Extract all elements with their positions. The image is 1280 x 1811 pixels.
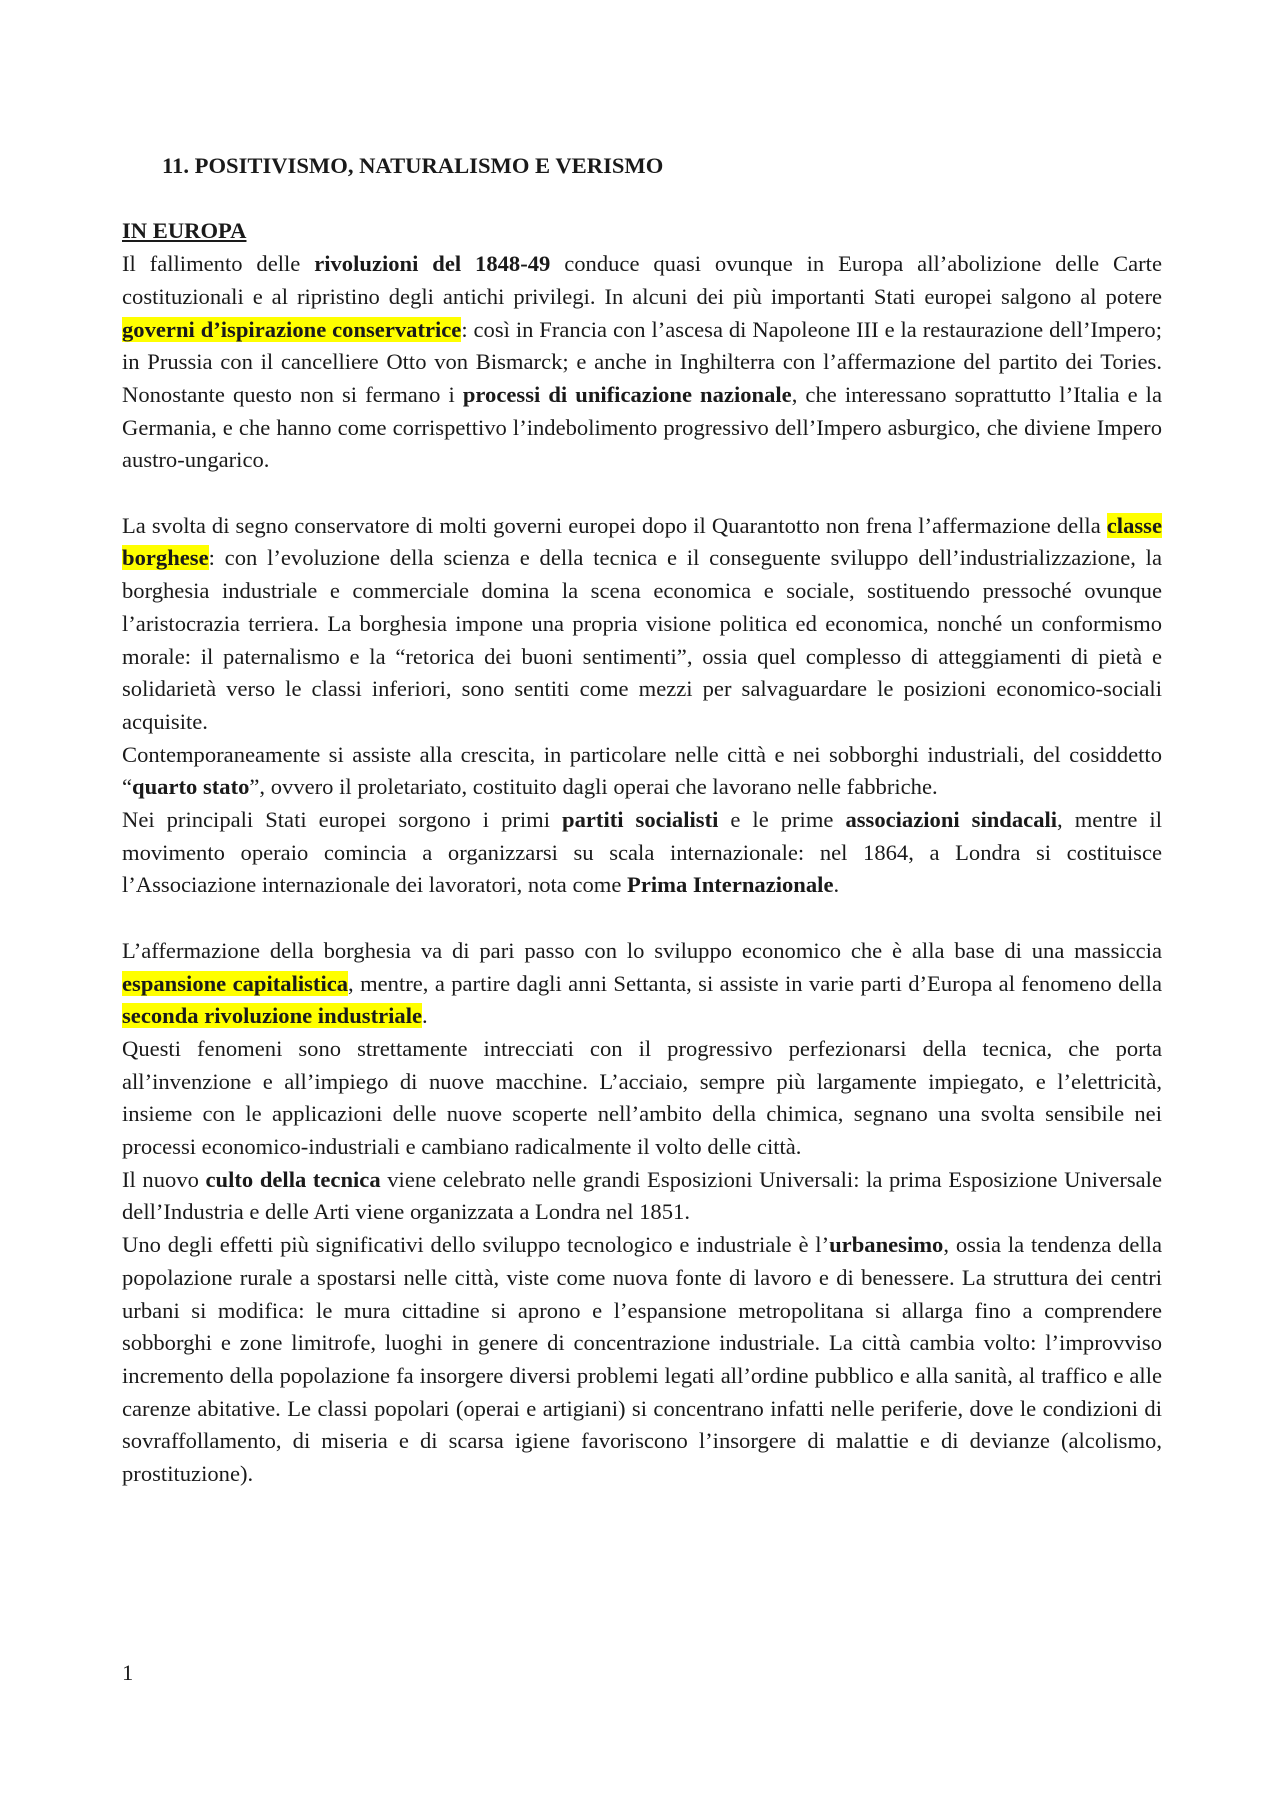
text-run: e le prime — [718, 807, 846, 833]
highlighted-term: seconda rivoluzione industriale — [122, 1003, 423, 1029]
bold-term: quarto stato — [132, 774, 250, 800]
text-run: La svolta di segno conservatore di molti governi europei dopo il Quarantotto non frena l’affermazione della — [122, 512, 1107, 538]
paragraph — [122, 1033, 1162, 1164]
paragraph — [122, 804, 1162, 902]
text-run: , che interessano soprattutto l’Italia e la Germania, e che hanno come corrispettivo l’indebolimento progressivo dell’Impero asburgico, che diviene Impero austro-ungarico. — [122, 381, 1162, 473]
text-run: Questi fenomeni sono strettamente intrecciati con il progressivo perfezionarsi della tecnica, che porta all’invenzione e all’impiego di nuove macchine. L’acciaio, sempre più largamente impiegato, e l’elettricità, insieme con le applicazioni delle nuove scoperte nell’ambito della chimica, segnano una svolta sensibile nei processi economico-industriali e cambiano radicalmente il volto delle città. — [122, 1035, 1162, 1160]
text-run: viene celebrato nelle grandi Esposizioni Universali: la prima Esposizione Universale dell’Industria e delle Arti viene organizzata a Londra nel 1851. — [122, 1166, 1162, 1225]
text-run: , ossia la tendenza della popolazione rurale a spostarsi nelle città, viste come nuova fonte di lavoro e di benessere. La struttura dei centri urbani si modifica: le mura cittadine si aprono e l’espansione metropolitana si allarga fino a comprendere sobborghi e zone limitrofe, luoghi in genere di concentrazione industriale. La città cambia volto: l’improvviso incremento della popolazione fa insorgere diversi problemi legati all’ordine pubblico e alla sanità, al traffico e alle carenze abitative. Le classi popolari (operai e artigiani) si concentrano infatti nelle periferie, dove le condizioni di sovraffollamento, di miseria e di scarsa igiene favoriscono l’insorgere di malattie e di devianze (alcolismo, prostituzione). — [122, 1232, 1162, 1487]
bold-term: culto della tecnica — [205, 1166, 381, 1192]
text-run: Il nuovo — [122, 1166, 206, 1192]
document-title: 11. POSITIVISMO, NATURALISMO E VERISMO — [162, 153, 664, 178]
text-run: L’affermazione della borghesia va di pari passo con lo sviluppo economico che è alla base di una massiccia — [122, 937, 1162, 963]
bold-term: Prima Internazionale — [627, 872, 834, 898]
text-run: Nei principali Stati europei sorgono i primi — [122, 807, 563, 833]
bold-term: associazioni sindacali — [845, 807, 1058, 833]
highlighted-term: governi d’ispirazione conservatrice — [122, 316, 462, 342]
text-run: , mentre, a partire dagli anni Settanta, si assiste in varie parti d’Europa al fenomeno della — [348, 970, 1162, 996]
paragraph-gap — [122, 477, 1162, 510]
paragraph — [122, 1164, 1162, 1229]
text-run: conduce quasi ovunque in Europa all’abolizione delle Carte costituzionali e al ripristino degli antichi privilegi. In alcuni dei più importanti Stati europei salgono al potere — [122, 251, 1162, 309]
bold-term: partiti socialisti — [562, 807, 719, 833]
page-number: 1 — [122, 1660, 134, 1685]
bold-term: rivoluzioni del 1848-49 — [314, 251, 551, 277]
paragraph — [122, 248, 1162, 477]
text-run: , mentre il movimento operaio comincia a organizzarsi su scala internazionale: nel 1864, a Londra si costituisce l’Associazione internazionale dei lavoratori, nota come — [122, 807, 1162, 898]
text-run: ”, ovvero il proletariato, costituito dagli operai che lavorano nelle fabbriche. — [249, 774, 938, 800]
paragraph — [122, 510, 1162, 739]
paragraph — [122, 739, 1162, 804]
paragraph — [122, 1229, 1162, 1491]
text-run: Il fallimento delle — [122, 251, 315, 277]
body-text — [122, 248, 1162, 1491]
document-page — [122, 150, 1162, 1491]
text-run: Uno degli effetti più significativi dello sviluppo tecnologico e industriale è l’ — [122, 1232, 830, 1258]
text-run: Contemporaneamente si assiste alla crescita, in particolare nelle città e nei sobborghi industriali, del cosiddetto “ — [122, 741, 1162, 800]
paragraph-gap — [122, 902, 1162, 935]
highlighted-term: espansione capitalistica — [122, 970, 349, 996]
bold-term: processi di unificazione nazionale — [462, 381, 792, 407]
text-run: : così in Francia con l’ascesa di Napoleone III e la restaurazione dell’Impero; in Prussia con il cancelliere Otto von Bismarck; e anche in Inghilterra con l’affermazione del partito dei Tories. Nonostante questo non si fermano i — [122, 316, 1162, 407]
paragraph — [122, 935, 1162, 1033]
section-heading: IN EUROPA — [122, 218, 247, 244]
bold-term: urbanesimo — [829, 1232, 944, 1258]
text-run: . — [833, 872, 840, 898]
text-run: . — [422, 1003, 428, 1029]
spacer — [122, 183, 1162, 216]
highlighted-term: classe borghese — [122, 512, 1162, 571]
text-run: : con l’evoluzione della scienza e della tecnica e il conseguente sviluppo dell’industrializzazione, la borghesia industriale e commerciale domina la scena economica e sociale, sostituendo pressoché ovunque l’aristocrazia terriera. La borghesia impone una propria visione politica ed economica, nonché un conformismo morale: il paternalismo e la “retorica dei buoni sentimenti”, ossia quel complesso di atteggiamenti di pietà e solidarietà verso le classi inferiori, sono sentiti come mezzi per salvaguardare le posizioni economico-sociali acquisite. — [122, 545, 1162, 734]
